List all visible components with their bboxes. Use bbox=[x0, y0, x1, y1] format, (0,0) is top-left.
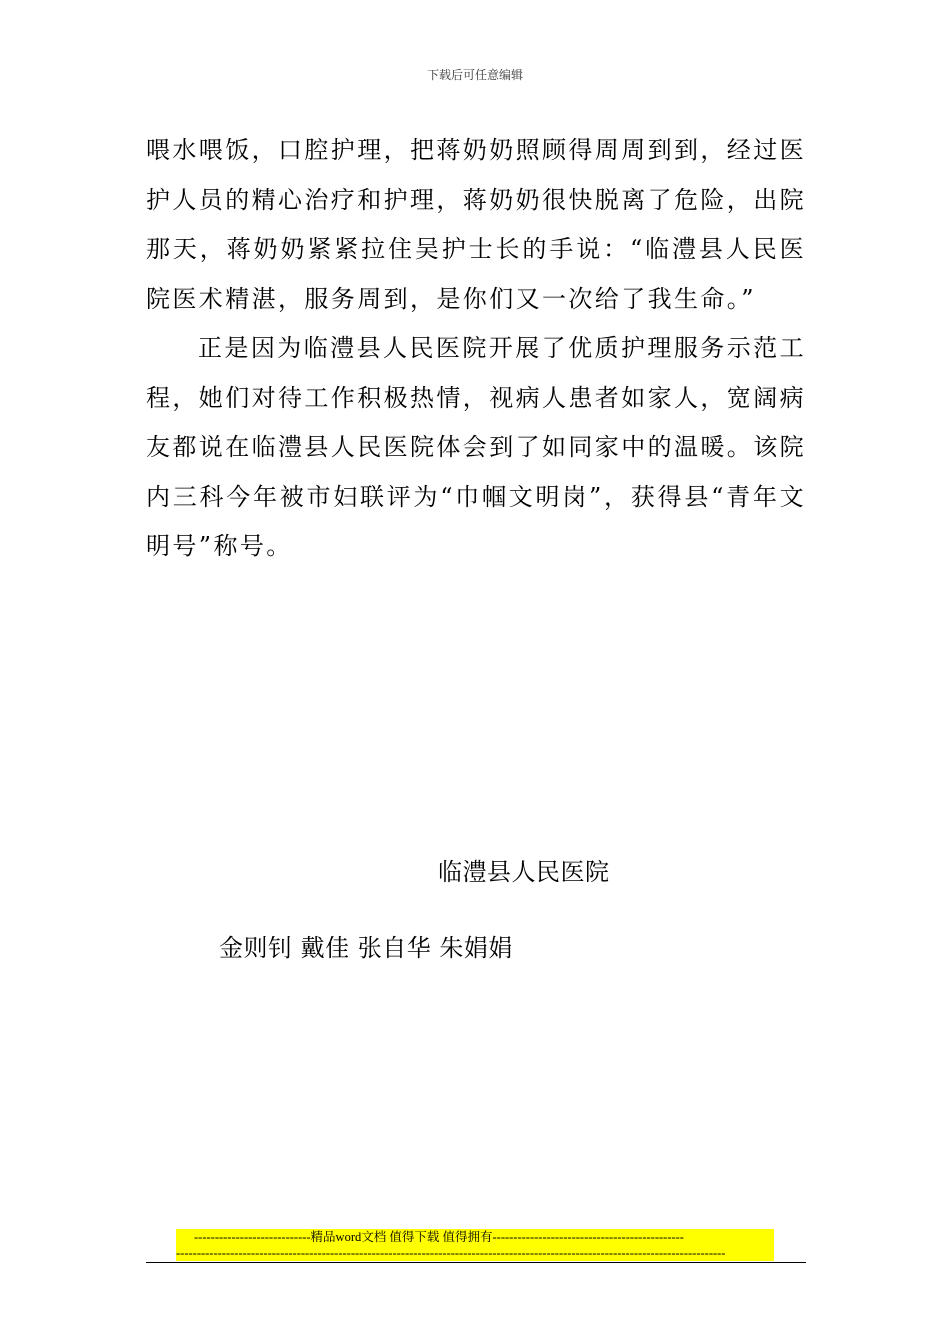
footer-banner-line-1: ----------------------------精品word文档 值得下载 值得拥有---------------------------------------------- bbox=[194, 1230, 684, 1244]
footer-divider bbox=[146, 1262, 806, 1263]
footer-banner bbox=[176, 1229, 774, 1261]
signature-authors: 金则钊 戴佳 张自华 朱娟娟 bbox=[219, 934, 513, 962]
page-header-note: 下载后可任意编辑 bbox=[426, 68, 523, 82]
body-paragraph-1: 喂水喂饭，口腔护理，把蒋奶奶照顾得周周到到，经过医护人员的精心治疗和护理，蒋奶奶很快脱离了危险，出院那天，蒋奶奶紧紧拉住吴护士长的手说：“临澧县人民医院医术精湛，服务周到，是你们又一次给了我生命。” bbox=[146, 136, 806, 313]
document-body bbox=[146, 126, 806, 572]
body-paragraph-2: 正是因为临澧县人民医院开展了优质护理服务示范工程，她们对待工作积极热情，视病人患者如家人，宽阔病友都说在临澧县人民医院体会到了如同家中的温暖。该院内三科今年被市妇联评为“巾帼文明岗”，获得县“青年文明号”称号。 bbox=[146, 334, 806, 560]
signature-organization: 临澧县人民医院 bbox=[438, 858, 610, 886]
footer-banner-line-2: ------------------------------------------------------------------------------------------------------------------------------------ bbox=[176, 1246, 726, 1260]
